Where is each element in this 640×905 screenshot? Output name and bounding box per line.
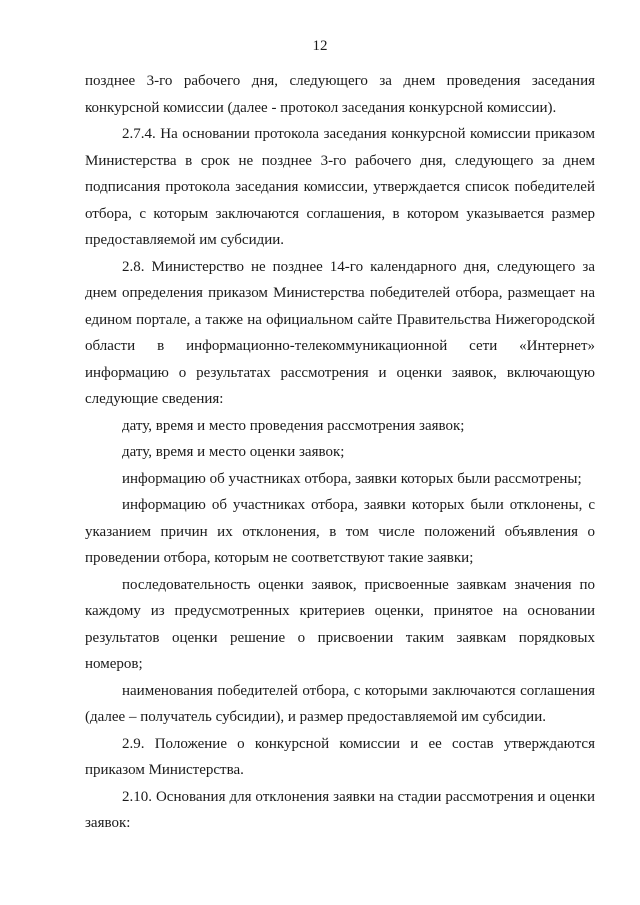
paragraph-continuation: позднее 3-го рабочего дня, следующего за днем проведения заседания конкурсной комиссии (далее - протокол заседания конкурсной комиссии). [85,73,595,116]
paragraph-2-8: 2.8. Министерство не позднее 14-го календарного дня, следующего за днем определения приказом Министерства победителей отбора, размещает на едином портале, а также на официальном сайте Правительства Нижегородской области в информационно-телекоммуникационной сети «Интернет» информацию о результатах рассмотрения и оценки заявок, включающую следующие сведения: [85,258,595,407]
list-item-winners: наименования победителей отбора, с которыми заключаются соглашения (далее – получатель субсидии), и размер предоставляемой им субсидии. [85,682,595,725]
list-item-evaluation-date: дату, время и место оценки заявок; [122,444,345,460]
list-item-rejected-participants: информацию об участниках отбора, заявки которых были отклонены, с указанием причин их отклонения, в том числе положений объявления о проведении отбора, которым не соответствуют такие заявки; [85,497,595,566]
list-item-reviewed-participants: информацию об участниках отбора, заявки которых были рассмотрены; [122,470,582,487]
document-body [85,68,595,837]
list-item-review-date: дату, время и место проведения рассмотрения заявок; [122,417,465,434]
list-item-evaluation-sequence: последовательность оценки заявок, присвоенные заявкам значения по каждому из предусмотренных критериев оценки, принятое на основании результатов оценки решение о присвоении таким заявкам порядковых номеров; [85,576,595,672]
page-number: 12 [312,38,328,54]
paragraph-2-7-4: 2.7.4. На основании протокола заседания конкурсной комиссии приказом Министерства в срок не позднее 3-го рабочего дня, следующего за днем подписания протокола заседания комиссии, утверждается список победителей отбора, с которым заключаются соглашения, в котором указывается размер предоставляемой им субсидии. [85,126,595,248]
paragraph-2-9: 2.9. Положение о конкурсной комиссии и ее состав утверждаются приказом Министерства. [85,735,595,778]
paragraph-2-10: 2.10. Основания для отклонения заявки на стадии рассмотрения и оценки заявок: [85,788,595,831]
